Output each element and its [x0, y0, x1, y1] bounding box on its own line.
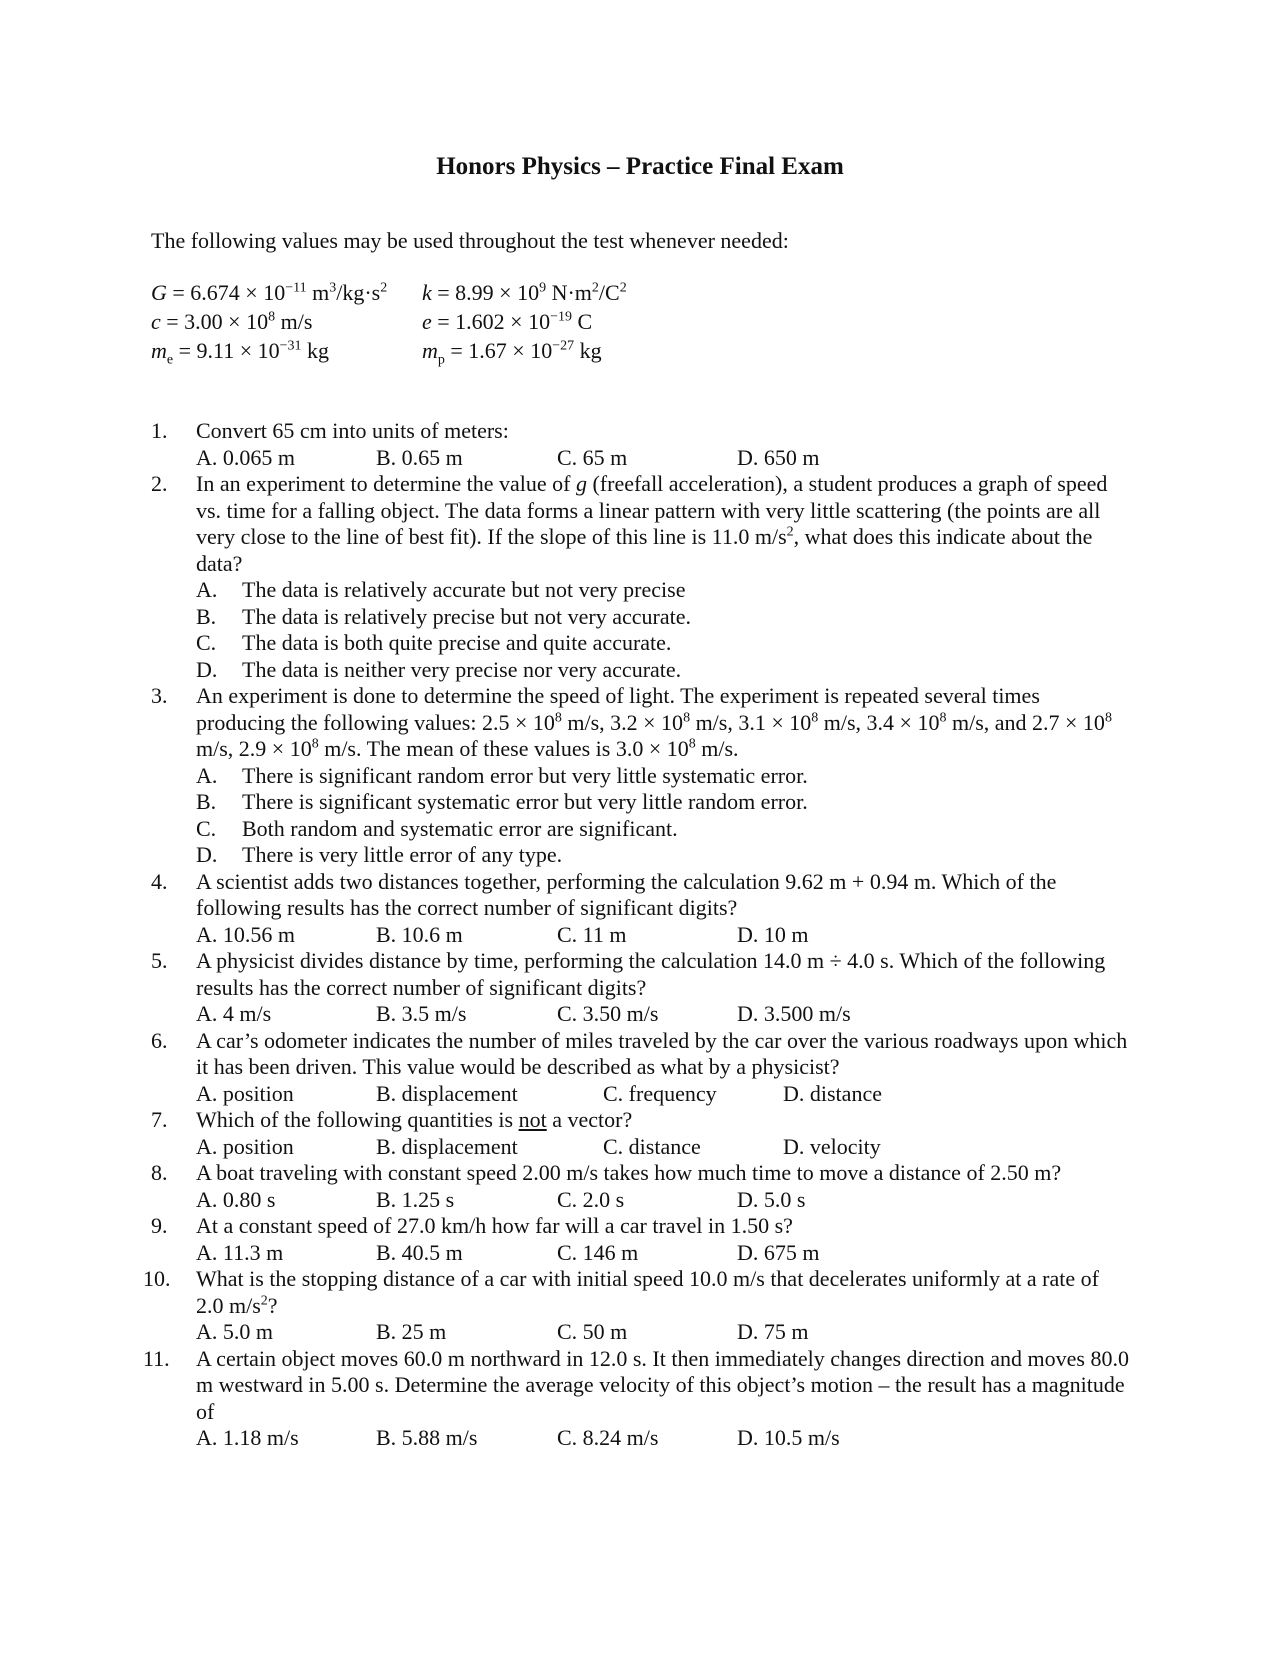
question-7: [151, 1107, 1131, 1160]
question-number: 9.: [151, 1213, 168, 1238]
question-8: [151, 1160, 1131, 1213]
question-10: [143, 1266, 1131, 1346]
option-d: D. The data is neither very precise nor very accurate.: [196, 656, 682, 682]
option-a: A. position: [196, 1133, 294, 1159]
question-3: [151, 683, 1131, 869]
constants-row-2: [151, 307, 851, 336]
question-2: [151, 471, 1131, 683]
option-a: A. 0.065 m: [196, 444, 295, 470]
question-list: [143, 418, 1131, 1452]
constants-row-3: [151, 336, 851, 368]
option-b: B. 5.88 m/s: [376, 1425, 478, 1450]
question-number: 10.: [143, 1266, 171, 1291]
question-number: 6.: [151, 1027, 168, 1053]
option-b: B. The data is relatively precise but not very accurate.: [196, 603, 691, 629]
option-c: C. frequency: [603, 1080, 717, 1106]
constant-e: $e = 1.602 \times 10^{-19}$ C: [422, 309, 593, 334]
question-number: 7.: [151, 1107, 168, 1132]
option-b: B. 1.25 s: [376, 1186, 455, 1212]
question-11: [143, 1345, 1131, 1452]
option-b: B. displacement: [376, 1080, 518, 1106]
option-a: A. There is significant random error but very little systematic error.: [196, 762, 808, 788]
option-d: D. 75 m: [737, 1319, 809, 1344]
question-text: At a constant speed of 27.0 km/h how far will a car travel in 1.50 s?: [196, 1213, 793, 1238]
option-a: A. 10.56 m: [196, 921, 295, 947]
constant-me: $m_e = 9.11 \times 10^{-31}$ kg: [151, 338, 330, 368]
exam-title: Honors Physics – Practice Final Exam: [436, 153, 844, 180]
question-4: [151, 869, 1131, 949]
question-9: [151, 1213, 1131, 1266]
option-d: D. 3.500 m/s: [737, 1001, 851, 1026]
option-d: D. 675 m: [737, 1239, 820, 1265]
answer-options: [196, 1001, 1131, 1028]
option-c: C. distance: [603, 1133, 701, 1159]
option-c: C. 8.24 m/s: [557, 1425, 659, 1450]
question-text: Convert 65 cm into units of meters:: [196, 418, 509, 443]
answer-options: [196, 1319, 1131, 1346]
question-number: 1.: [151, 418, 168, 443]
constant-mp: $m_p = 1.67 \times 10^{-27}$ kg: [422, 338, 602, 368]
option-b: B. 40.5 m: [376, 1239, 463, 1265]
answer-options: [196, 1240, 1131, 1267]
question-5: [151, 948, 1131, 1028]
constant-k: $k = 8.99 \times 10^9$ $N\cdot m^2/C^2$: [422, 280, 627, 305]
option-d: D. There is very little error of any type.: [196, 842, 563, 867]
option-c: C. 2.0 s: [557, 1186, 625, 1212]
option-b: B. 10.6 m: [376, 921, 463, 947]
question-text: A certain object moves 60.0 m northward in 12.0 s. It then immediately changes direction and moves 80.0 m westward in 5.00 s. Determine the average velocity of this object’s motion – the result has a magnitude of: [196, 1345, 1129, 1424]
option-d: D. 10 m: [737, 921, 809, 947]
constant-G: $G = 6.674 \times 10^{-11}$ $m^3/kg\cdot s^2$: [151, 280, 388, 305]
question-number: 4.: [151, 868, 168, 894]
option-a: A. position: [196, 1080, 294, 1106]
question-number: 8.: [151, 1160, 168, 1185]
constants-block: [151, 278, 851, 368]
question-text: In an experiment to determine the value of g (freefall acceleration), a student produces a graph of speed vs. time for a falling object. The data forms a linear pattern with very little scattering (the points are all very close to the line of best fit). If the slope of this line is 11.0 $m/s^2$, what does this indicate about the data?: [196, 471, 1108, 576]
question-text: A physicist divides distance by time, performing the calculation 14.0 m ÷ 4.0 s. Which of the following results has the correct number of significant digits?: [196, 948, 1106, 1000]
option-a: A. 4 m/s: [196, 1001, 272, 1026]
answer-options: [196, 1187, 1131, 1214]
option-c: C. 146 m: [557, 1239, 639, 1265]
option-d: D. velocity: [783, 1133, 881, 1159]
option-b: B. 25 m: [376, 1319, 447, 1344]
answer-options: [196, 445, 1131, 472]
option-d: D. 650 m: [737, 444, 820, 470]
question-1: [151, 418, 1131, 471]
option-b: B. 0.65 m: [376, 444, 463, 470]
constants-row-1: [151, 278, 851, 307]
option-b: B. displacement: [376, 1133, 518, 1159]
question-number: 2.: [151, 471, 168, 496]
option-c: C. 11 m: [557, 921, 627, 947]
question-text: A boat traveling with constant speed 2.00 m/s takes how much time to move a distance of 2.50 m?: [196, 1160, 1062, 1185]
option-a: A. The data is relatively accurate but not very precise: [196, 577, 686, 602]
option-b: B. 3.5 m/s: [376, 1001, 467, 1026]
option-c: C. Both random and systematic error are significant.: [196, 815, 678, 841]
constant-c: $c = 3.00 \times 10^8$ m/s: [151, 309, 313, 334]
option-a: A. 11.3 m: [196, 1239, 284, 1265]
question-number: 3.: [151, 683, 168, 708]
option-d: D. 5.0 s: [737, 1186, 806, 1212]
question-number: 5.: [151, 948, 168, 973]
option-d: D. 10.5 m/s: [737, 1425, 840, 1450]
option-b: B. There is significant systematic error but very little random error.: [196, 789, 808, 814]
option-a: A. 5.0 m: [196, 1319, 273, 1344]
question-text: An experiment is done to determine the speed of light. The experiment is repeated several times producing the following values: $2.5 \times 10^8$ m/s, $3.2 \times 10^8$ m/s, $3.1 \times 10^8$ m/s, $3.4 \times 10^8$ m/s, and $2.7 \times 10^8$ m/s, $2.9 \times 10^8$ m/s. The mean of these values is $3.0 \times 10^8$ m/s.: [196, 683, 1112, 761]
answer-options: [196, 1134, 1131, 1161]
option-a: A. 1.18 m/s: [196, 1425, 299, 1450]
question-text: What is the stopping distance of a car with initial speed 10.0 m/s that decelerates uniformly at a rate of 2.0 $m/s^2$?: [196, 1266, 1099, 1318]
answer-options: [196, 1081, 1131, 1108]
question-text: A scientist adds two distances together, performing the calculation 9.62 m + 0.94 m. Which of the following results has the correct number of significant digits?: [196, 868, 1057, 920]
answer-options: [196, 922, 1131, 949]
constants-intro: The following values may be used throughout the test whenever needed:: [151, 228, 789, 253]
option-c: C. 50 m: [557, 1319, 628, 1344]
answer-options: [196, 1425, 1131, 1452]
option-d: D. distance: [783, 1080, 882, 1106]
option-c: C. The data is both quite precise and quite accurate.: [196, 630, 672, 655]
question-text: Which of the following quantities is not a vector?: [196, 1107, 633, 1132]
option-a: A. 0.80 s: [196, 1186, 276, 1212]
question-text: A car’s odometer indicates the number of miles traveled by the car over the various roadways upon which it has been driven. This value would be described as what by a physicist?: [196, 1027, 1128, 1079]
option-c: C. 3.50 m/s: [557, 1001, 659, 1026]
question-6: [151, 1028, 1131, 1108]
question-number: 11.: [143, 1345, 170, 1371]
option-c: C. 65 m: [557, 444, 628, 470]
